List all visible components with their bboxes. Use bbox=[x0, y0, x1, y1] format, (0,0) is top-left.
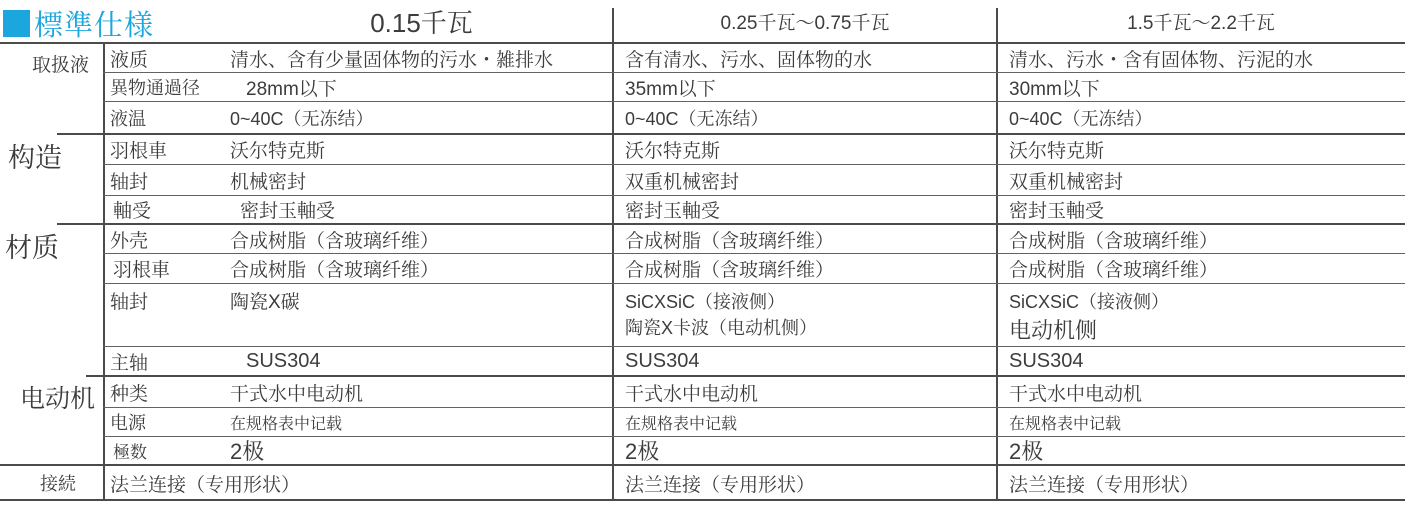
cell-value: 合成树脂（含玻璃纤维） bbox=[625, 230, 835, 252]
cell-value: 法兰连接（专用形状） bbox=[110, 475, 301, 496]
group-label-motor: 电动机 bbox=[20, 385, 96, 413]
cell-value: 在规格表中记载 bbox=[1009, 415, 1122, 433]
cell-value: 合成树脂（含玻璃纤维） bbox=[1009, 260, 1219, 281]
cell-value: SUS304 bbox=[625, 349, 700, 372]
cell-value: 法兰连接（专用形状） bbox=[1009, 475, 1200, 496]
cell-value: 合成树脂（含玻璃纤维） bbox=[230, 260, 440, 281]
row-label: 轴封 bbox=[110, 171, 149, 193]
spec-table bbox=[103, 44, 1405, 501]
row-label: 液温 bbox=[110, 108, 146, 129]
cell-value: 合成树脂（含玻璃纤维） bbox=[625, 260, 835, 281]
table-row-casing bbox=[103, 225, 1405, 254]
cell-value: 28mm以下 bbox=[246, 78, 337, 100]
cell-value: 30mm以下 bbox=[1009, 78, 1100, 100]
cell-value: 干式水中电动机 bbox=[230, 383, 364, 405]
group-label-liquid: 取扱液 bbox=[32, 55, 90, 76]
row-label: 外壳 bbox=[110, 230, 149, 252]
row-label: 極数 bbox=[113, 443, 147, 462]
cell-value: SUS304 bbox=[1009, 349, 1084, 372]
cell-value: 电动机侧 bbox=[1009, 318, 1098, 344]
table-row-main-shaft bbox=[103, 347, 1405, 377]
cell-value: 2极 bbox=[625, 439, 660, 464]
row-label: 羽根車 bbox=[110, 141, 168, 162]
cell-value: 含有清水、污水、固体物的水 bbox=[625, 49, 873, 71]
cell-value: 沃尔特克斯 bbox=[625, 141, 721, 162]
title-square-icon bbox=[3, 10, 30, 37]
cell-value: 35mm以下 bbox=[625, 78, 716, 100]
table-row-poles bbox=[103, 437, 1405, 466]
table-row-solid-passage bbox=[103, 73, 1405, 102]
table-row-power-supply bbox=[103, 408, 1405, 437]
table-row-liquid-temp bbox=[103, 102, 1405, 135]
table-row-impeller-material bbox=[103, 254, 1405, 284]
row-label: 轴封 bbox=[110, 292, 149, 313]
cell-value: 陶瓷X卡波（电动机侧） bbox=[625, 318, 818, 339]
table-row-connection bbox=[103, 466, 1405, 501]
group-divider-connection bbox=[0, 464, 103, 466]
cell-value: 在规格表中记载 bbox=[230, 415, 343, 433]
row-label: 液质 bbox=[110, 49, 149, 71]
column-header-3: 1.5千瓦～2.2千瓦 bbox=[1127, 12, 1275, 34]
column-header-2: 0.25千瓦～0.75千瓦 bbox=[720, 12, 890, 34]
group-divider-structure bbox=[57, 133, 103, 135]
cell-value: 沃尔特克斯 bbox=[1009, 141, 1105, 162]
cell-value: 沃尔特克斯 bbox=[230, 141, 326, 162]
table-row-bearing bbox=[103, 196, 1405, 225]
cell-value: 干式水中电动机 bbox=[625, 383, 759, 405]
group-label-structure: 构造 bbox=[8, 143, 62, 173]
cell-value: 法兰连接（专用形状） bbox=[625, 475, 816, 496]
cell-value: 陶瓷X碳 bbox=[230, 292, 300, 313]
page-title: 標準仕様 bbox=[34, 10, 155, 42]
cell-value: 0~40C（无冻结） bbox=[230, 108, 374, 129]
cell-value: SiCXSiC（接液侧） bbox=[625, 292, 786, 312]
cell-value: 双重机械密封 bbox=[625, 171, 740, 193]
row-label: 主轴 bbox=[110, 352, 149, 374]
cell-value: 2极 bbox=[230, 439, 265, 464]
table-row-impeller bbox=[103, 135, 1405, 165]
table-row-shaft-seal bbox=[103, 165, 1405, 196]
cell-value: 在规格表中记载 bbox=[625, 415, 738, 433]
cell-value: 密封玉軸受 bbox=[625, 201, 721, 222]
row-label: 电源 bbox=[110, 413, 146, 433]
cell-value: 机械密封 bbox=[230, 171, 307, 193]
cell-value: 密封玉軸受 bbox=[240, 201, 336, 222]
cell-value: 清水、含有少量固体物的污水・雑排水 bbox=[230, 49, 554, 71]
table-row-seal-material bbox=[103, 284, 1405, 347]
cell-value: 合成树脂（含玻璃纤维） bbox=[1009, 230, 1219, 252]
cell-value: 合成树脂（含玻璃纤维） bbox=[230, 230, 440, 252]
group-divider-material bbox=[57, 223, 103, 225]
group-divider-motor bbox=[86, 375, 103, 377]
cell-value: 密封玉軸受 bbox=[1009, 201, 1105, 222]
cell-value: 干式水中电动机 bbox=[1009, 383, 1143, 405]
cell-value: 0~40C（无冻结） bbox=[1009, 108, 1153, 129]
row-label: 異物通過径 bbox=[110, 78, 200, 98]
cell-value: 0~40C（无冻结） bbox=[625, 108, 769, 129]
cell-value: 2极 bbox=[1009, 439, 1044, 464]
row-label: 軸受 bbox=[113, 201, 152, 222]
row-label: 羽根車 bbox=[113, 260, 171, 281]
cell-value: SiCXSiC（接液侧） bbox=[1009, 292, 1170, 312]
table-row-motor-type bbox=[103, 377, 1405, 408]
cell-value: 双重机械密封 bbox=[1009, 171, 1124, 193]
row-label: 种类 bbox=[110, 383, 149, 405]
column-header-1: 0.15千瓦 bbox=[370, 7, 473, 38]
cell-value: SUS304 bbox=[246, 349, 321, 372]
cell-value: 清水、污水・含有固体物、污泥的水 bbox=[1009, 49, 1314, 71]
table-row-liquid-type bbox=[103, 44, 1405, 73]
group-label-material: 材质 bbox=[5, 233, 59, 263]
group-label-connection: 接続 bbox=[40, 474, 76, 494]
title-block bbox=[3, 3, 154, 44]
